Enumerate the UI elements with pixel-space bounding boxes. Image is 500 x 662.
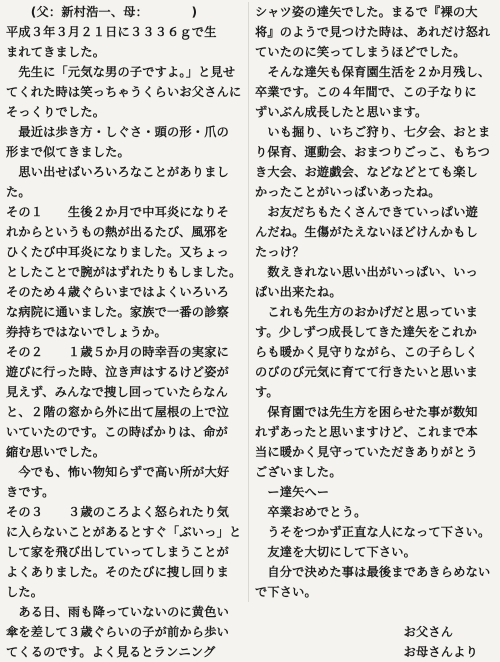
text-line: ずいぶん成長したと思います。 bbox=[255, 105, 428, 119]
text-line: としたことで腕がはずれたりもしました。 bbox=[6, 265, 242, 279]
text-line: た。 bbox=[6, 185, 31, 199]
text-line: す。少しずつ成長してきた達矢をこれか bbox=[255, 325, 477, 339]
text-line: 傘を差して３歳ぐらいの子が前から歩い bbox=[6, 625, 229, 639]
text-line: ぱい出来たね。 bbox=[255, 285, 342, 299]
text-line: れからというもの熱が出るたび、風邪を bbox=[6, 225, 229, 239]
text-line: な病院に通いました。家族で一番の診察 bbox=[6, 305, 229, 319]
text-line: よくありました。そのたびに捜し回りま bbox=[6, 565, 229, 579]
text-line: した。 bbox=[6, 585, 44, 599]
text-line: らも暖かく見守りながら、この子らしく bbox=[255, 345, 478, 359]
text-line: その１ 生後２か月で中耳炎になりそ bbox=[6, 205, 229, 219]
blank-line bbox=[255, 602, 490, 622]
text-line: ございました。 bbox=[255, 465, 342, 479]
text-line: たっけ？ bbox=[255, 245, 305, 259]
text-line: かったことがいっぱいあったね。 bbox=[255, 185, 441, 199]
signoff-father: お父さん bbox=[255, 625, 454, 639]
text-line: 先生に「元気な男の子ですよ。」と見せ bbox=[6, 65, 236, 79]
text-line: で下さい。 bbox=[255, 585, 317, 599]
right-column bbox=[248, 2, 490, 659]
text-line: り保育、運動会、おまつりごっこ、もちつ bbox=[255, 145, 490, 159]
text-line: 見えず、みんなで捜し回っていたらなん bbox=[6, 385, 228, 399]
text-line: す。 bbox=[255, 385, 279, 399]
text-line: きです。 bbox=[6, 485, 55, 499]
text-line: んだね。生傷がたえないほどけんかもし bbox=[255, 225, 478, 239]
text-line: てくるのです。よく見るとランニング bbox=[6, 645, 216, 659]
text-line: ー達矢へー bbox=[255, 485, 330, 499]
text-line: うそをつかず正直な人になって下さい。 bbox=[255, 525, 490, 539]
text-line: れずあったと思いますけど、これまで本 bbox=[255, 425, 478, 439]
text-line: 平成３年３月２１日に３３３６ｇで生 bbox=[6, 25, 217, 39]
text-line: 最近は歩き方・しぐさ・頭の形・爪の bbox=[6, 125, 229, 139]
text-line: その３ ３歳のころよく怒られたり気 bbox=[6, 505, 229, 519]
text-line: そのため４歳ぐらいまではよくいろいろ bbox=[6, 285, 229, 299]
text-line: き大会、お遊戯会、などなどとても楽し bbox=[255, 165, 478, 179]
text-line: その２ １歳５か月の時幸吾の実家に bbox=[6, 345, 229, 359]
text-line: てくれた時は笑っちゃうくらいお父さんに bbox=[6, 85, 242, 99]
text-line: そっくりでした。 bbox=[6, 105, 106, 119]
text-line: 当に暖かく見守っていただきありがとう bbox=[255, 445, 478, 459]
text-line: いていたのです。この時ばかりは、命が bbox=[6, 425, 228, 439]
text-line: シャツ姿の達矢でした。まるで『裸の大 bbox=[255, 5, 478, 19]
text-line: そんな達矢も保育園生活を２か月残し、 bbox=[255, 65, 490, 79]
text-line: 保育園では先生方を困らせた事が数知 bbox=[255, 405, 478, 419]
text-line: (父：新村浩一、母： ) bbox=[6, 5, 198, 19]
text-line: 数えきれない思い出がいっぱい、いっ bbox=[255, 265, 478, 279]
text-line: 思い出せばいろいろなことがありまし bbox=[6, 165, 229, 179]
text-line: 卒業おめでとう。 bbox=[255, 505, 367, 519]
left-column bbox=[6, 2, 248, 659]
text-line: お友だちもたくさんできていっぱい遊 bbox=[255, 205, 478, 219]
text-line: 今でも、怖い物知らずで高い所が大好 bbox=[6, 465, 230, 479]
text-line: に入らないことがあるとすぐ「ぶいっ」と bbox=[6, 525, 242, 539]
text-line: 自分で決めた事は最後まであきらめない bbox=[255, 565, 490, 579]
text-line: のびのび元気に育てて行きたいと思いま bbox=[255, 365, 478, 379]
text-line: ていたのに笑ってしまうほどでした。 bbox=[255, 45, 466, 59]
text-line: 将』のようで見つけた時は、あれだけ怒れ bbox=[255, 25, 490, 39]
text-line: 縮む思いでした。 bbox=[6, 445, 106, 459]
text-line: ひくたび中耳炎になりました。又ちょっ bbox=[6, 245, 229, 259]
text-line: と、２階の窓から外に出て屋根の上で泣 bbox=[6, 405, 229, 419]
text-line: ある日、雨も降っていないのに黄色い bbox=[6, 605, 229, 619]
text-line: いも掘り、いちご狩り、七夕会、おとま bbox=[255, 125, 490, 139]
signoff-mother: お母さんより bbox=[255, 645, 478, 659]
text-line: 友達を大切にして下さい。 bbox=[255, 545, 417, 559]
text-line: して家を飛び出していってしまうことが bbox=[6, 545, 229, 559]
text-line: 卒業です。この４年間で、この子なりに bbox=[255, 85, 477, 99]
text-line: 券持ちではないでしょうか。 bbox=[6, 325, 167, 339]
text-line: 遊びに行った時、泣き声はするけど姿が bbox=[6, 365, 229, 379]
text-line: 形まで似てきました。 bbox=[6, 145, 130, 159]
text-line: これも先生方のおかげだと思っていま bbox=[255, 305, 478, 319]
text-line: まれてきました。 bbox=[6, 45, 106, 59]
